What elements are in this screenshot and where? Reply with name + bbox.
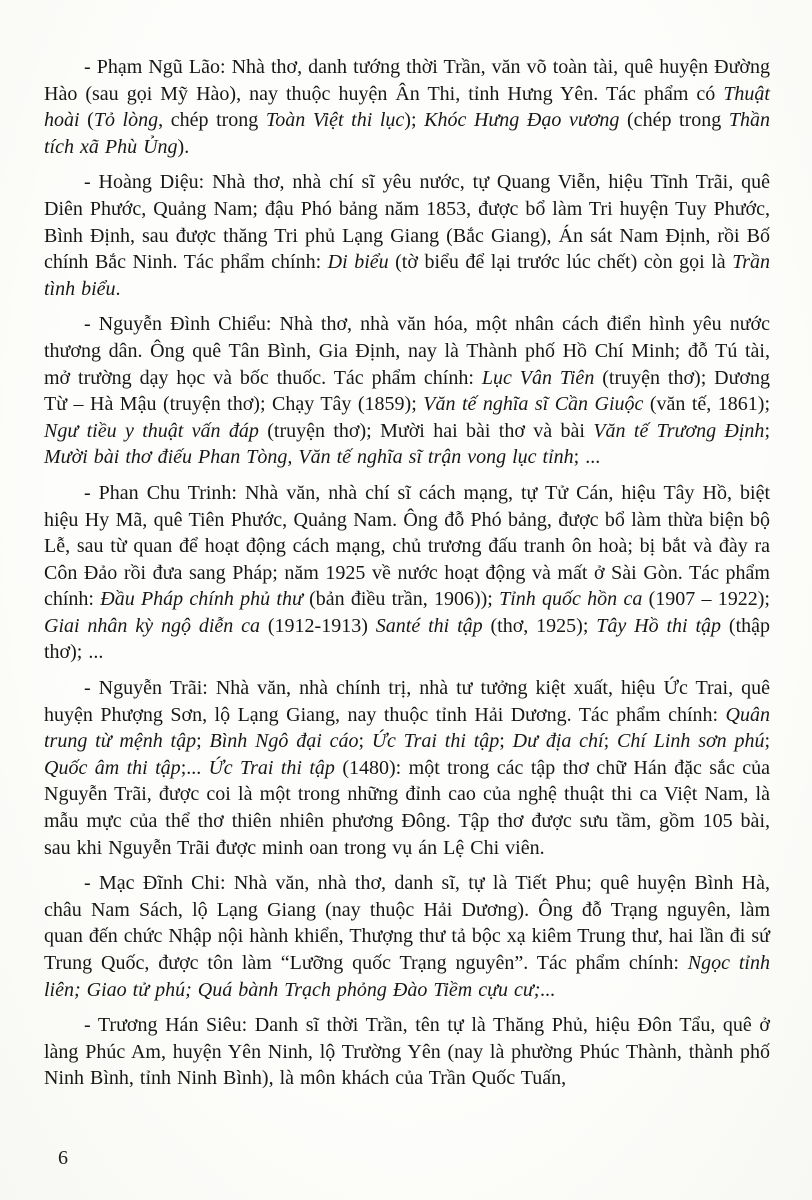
paragraph (44, 1012, 770, 1092)
body-run: ( (79, 109, 94, 132)
body-run: (1912-1913) (260, 614, 376, 637)
body-run: (tờ biểu để lại trước lúc chết) còn gọi là (388, 251, 733, 274)
body-run: (thập thơ); ... (44, 614, 771, 664)
paragraph (44, 675, 770, 861)
italic-title-text: Thần tích xã Phù Ủng (44, 109, 770, 158)
italic-title-text: Tỏ lòng (93, 109, 159, 132)
body-text (44, 54, 770, 1101)
italic-title-text: Tỉnh quốc hồn ca (499, 588, 643, 611)
paragraph (44, 480, 770, 666)
body-run: - Nguyễn Đình Chiểu: Nhà thơ, nhà văn hóa, một nhân cách điển hình yêu nước thương dân. Ông quê Tân Bình, Gia Định, nay là Thành phố Hồ Chí Minh; đỗ Tú tài, mở trường dạy học và bốc thuốc. Tác phẩm chính: (44, 313, 770, 389)
body-run: - Nguyễn Trãi: Nhà văn, nhà chính trị, nhà tư tưởng kiệt xuất, hiệu Ức Trai, quê huyện Phượng Sơn, lộ Lạng Giang, nay thuộc tỉnh Hải Dương. Tác phẩm chính: (44, 677, 770, 726)
italic-title-text: Santé thi tập (375, 614, 483, 637)
body-run: , chép trong (158, 109, 266, 132)
body-run: - Hoàng Diệu: Nhà thơ, nhà chí sĩ yêu nước, tự Quang Viễn, hiệu Tĩnh Trãi, quê Diên Phước, Quảng Nam; đậu Phó bảng năm 1853, được bổ làm Tri huyện Tuy Phước, Bình Định, sau được thăng Tri phủ Lạng Giang (Bắc Giang), Án sát Nam Định, rồi Bố chính Bắc Ninh. Tác phẩm chính: (44, 171, 770, 274)
paragraph (44, 311, 770, 471)
italic-title-text: Chí Linh sơn phú (617, 730, 765, 753)
body-run: ). (177, 135, 190, 158)
italic-title-text: Khóc Hưng Đạo vương (424, 109, 620, 132)
body-run: . (115, 277, 121, 300)
italic-title-text: Trần tình biểu (44, 251, 771, 300)
italic-title-text: Thuật hoài (44, 82, 770, 132)
body-run: (1480): một trong các tập thơ chữ Hán đặc sắc của Nguyễn Trãi, được coi là một trong những đỉnh cao của nghệ thuật thi ca Việt Nam, là mẫu mực của thể thơ thiên nhiên phương Đông. Tập thơ được sưu tầm, gồm 105 bài, sau khi Nguyễn Trãi được minh oan trong vụ án Lệ Chi viên. (44, 756, 771, 859)
body-run: - Trương Hán Siêu: Danh sĩ thời Trần, tên tự là Thăng Phủ, hiệu Đôn Tẩu, quê ở làng Phúc Am, huyện Yên Ninh, lộ Trường Yên (nay là phường Phúc Thành, thành phố Ninh Bình, tỉnh Ninh Bình), là môn khách của Trần Quốc Tuấn, (44, 1014, 770, 1090)
body-run: (truyện thơ); Mười hai bài thơ và bài (258, 419, 594, 442)
body-run: (bản điều trần, 1906)); (302, 588, 500, 611)
body-run: ; (603, 730, 617, 753)
body-run: - Phan Chu Trinh: Nhà văn, nhà chí sĩ cách mạng, tự Tử Cán, hiệu Tây Hồ, biệt hiệu Hy Mã, quê Tiên Phước, Quảng Nam. Ông đỗ Phó bảng, được bổ làm thừa biện bộ Lễ, sau từ quan để hoạt động cách mạng, chủ trương đấu tranh ôn hoà; bị bắt và đày ra Côn Đảo rồi đưa sang Pháp; năm 1925 về nước hoạt động và mất ở Sài Gòn. Tác phẩm chính: (44, 481, 770, 611)
body-run: ; (196, 730, 210, 753)
paragraph (44, 870, 770, 1003)
body-run: ); (404, 109, 425, 132)
body-run: (1907 – 1922); (642, 588, 770, 611)
body-run: ;... (180, 756, 209, 779)
body-run: (truyện thơ); Dương Từ – Hà Mậu (truyện thơ); Chạy Tây (1859); (44, 366, 771, 416)
italic-title-text: Ngọc tỉnh liên; Giao tử phú; Quá bành Trạch phỏng Đào Tiềm cựu cư;... (44, 952, 770, 1001)
italic-title-text: Toàn Việt thi lục (265, 109, 405, 132)
body-run: ; (764, 419, 770, 442)
italic-title-text: Tây Hồ thi tập (596, 614, 722, 637)
body-run: ; (499, 730, 513, 753)
body-run: ; (764, 730, 771, 753)
italic-title-text: Giai nhân kỳ ngộ diễn ca (44, 614, 261, 637)
italic-title-text: Đầu Pháp chính phủ thư (100, 588, 303, 611)
italic-title-text: Văn tế Trương Định (593, 419, 765, 442)
italic-title-text: Quân trung từ mệnh tập (44, 703, 770, 753)
italic-title-text: Ức Trai thi tập (208, 756, 335, 779)
body-run: (văn tế, 1861); (643, 393, 771, 416)
body-run: - Mạc Đĩnh Chi: Nhà văn, nhà thơ, danh sĩ, tự là Tiết Phu; quê huyện Bình Hà, châu Nam Sách, lộ Lạng Giang (nay thuộc Hải Dương). Ông đỗ Trạng nguyên, làm quan đến chức Nhập nội hành khiển, Thượng thư tả bộc xạ kiêm Trung thư, hai lần đi sứ Trung Quốc, được tôn làm “Lưỡng quốc Trạng nguyên”. Tác phẩm chính: (44, 872, 770, 974)
body-run: (chép trong (619, 109, 729, 132)
page-number: 6 (58, 1147, 68, 1169)
italic-title-text: Di biểu (327, 251, 389, 274)
paragraph (44, 54, 770, 160)
italic-title-text: Mười bài thơ điếu Phan Tòng, Văn tế nghĩa sĩ trận vong lục tỉnh (44, 446, 574, 469)
body-run: (thơ, 1925); (482, 614, 597, 637)
italic-title-text: Văn tế nghĩa sĩ Cần Giuộc (423, 393, 644, 416)
italic-title-text: Quốc âm thi tập (44, 756, 181, 779)
body-run: ; ... (573, 446, 601, 469)
italic-title-text: Lục Vân Tiên (481, 366, 595, 389)
italic-title-text: Ngư tiều y thuật vấn đáp (44, 419, 259, 442)
italic-title-text: Bình Ngô đại cáo (209, 730, 359, 753)
paragraph (44, 169, 770, 302)
body-run: - Phạm Ngũ Lão: Nhà thơ, danh tướng thời Trần, văn võ toàn tài, quê huyện Đường Hào (sau gọi Mỹ Hào), nay thuộc huyện Ân Thi, tỉnh Hưng Yên. Tác phẩm có (44, 56, 770, 105)
body-run: ; (358, 730, 372, 753)
italic-title-text: Dư địa chí (512, 730, 604, 753)
italic-title-text: Ức Trai thi tập (371, 730, 500, 753)
